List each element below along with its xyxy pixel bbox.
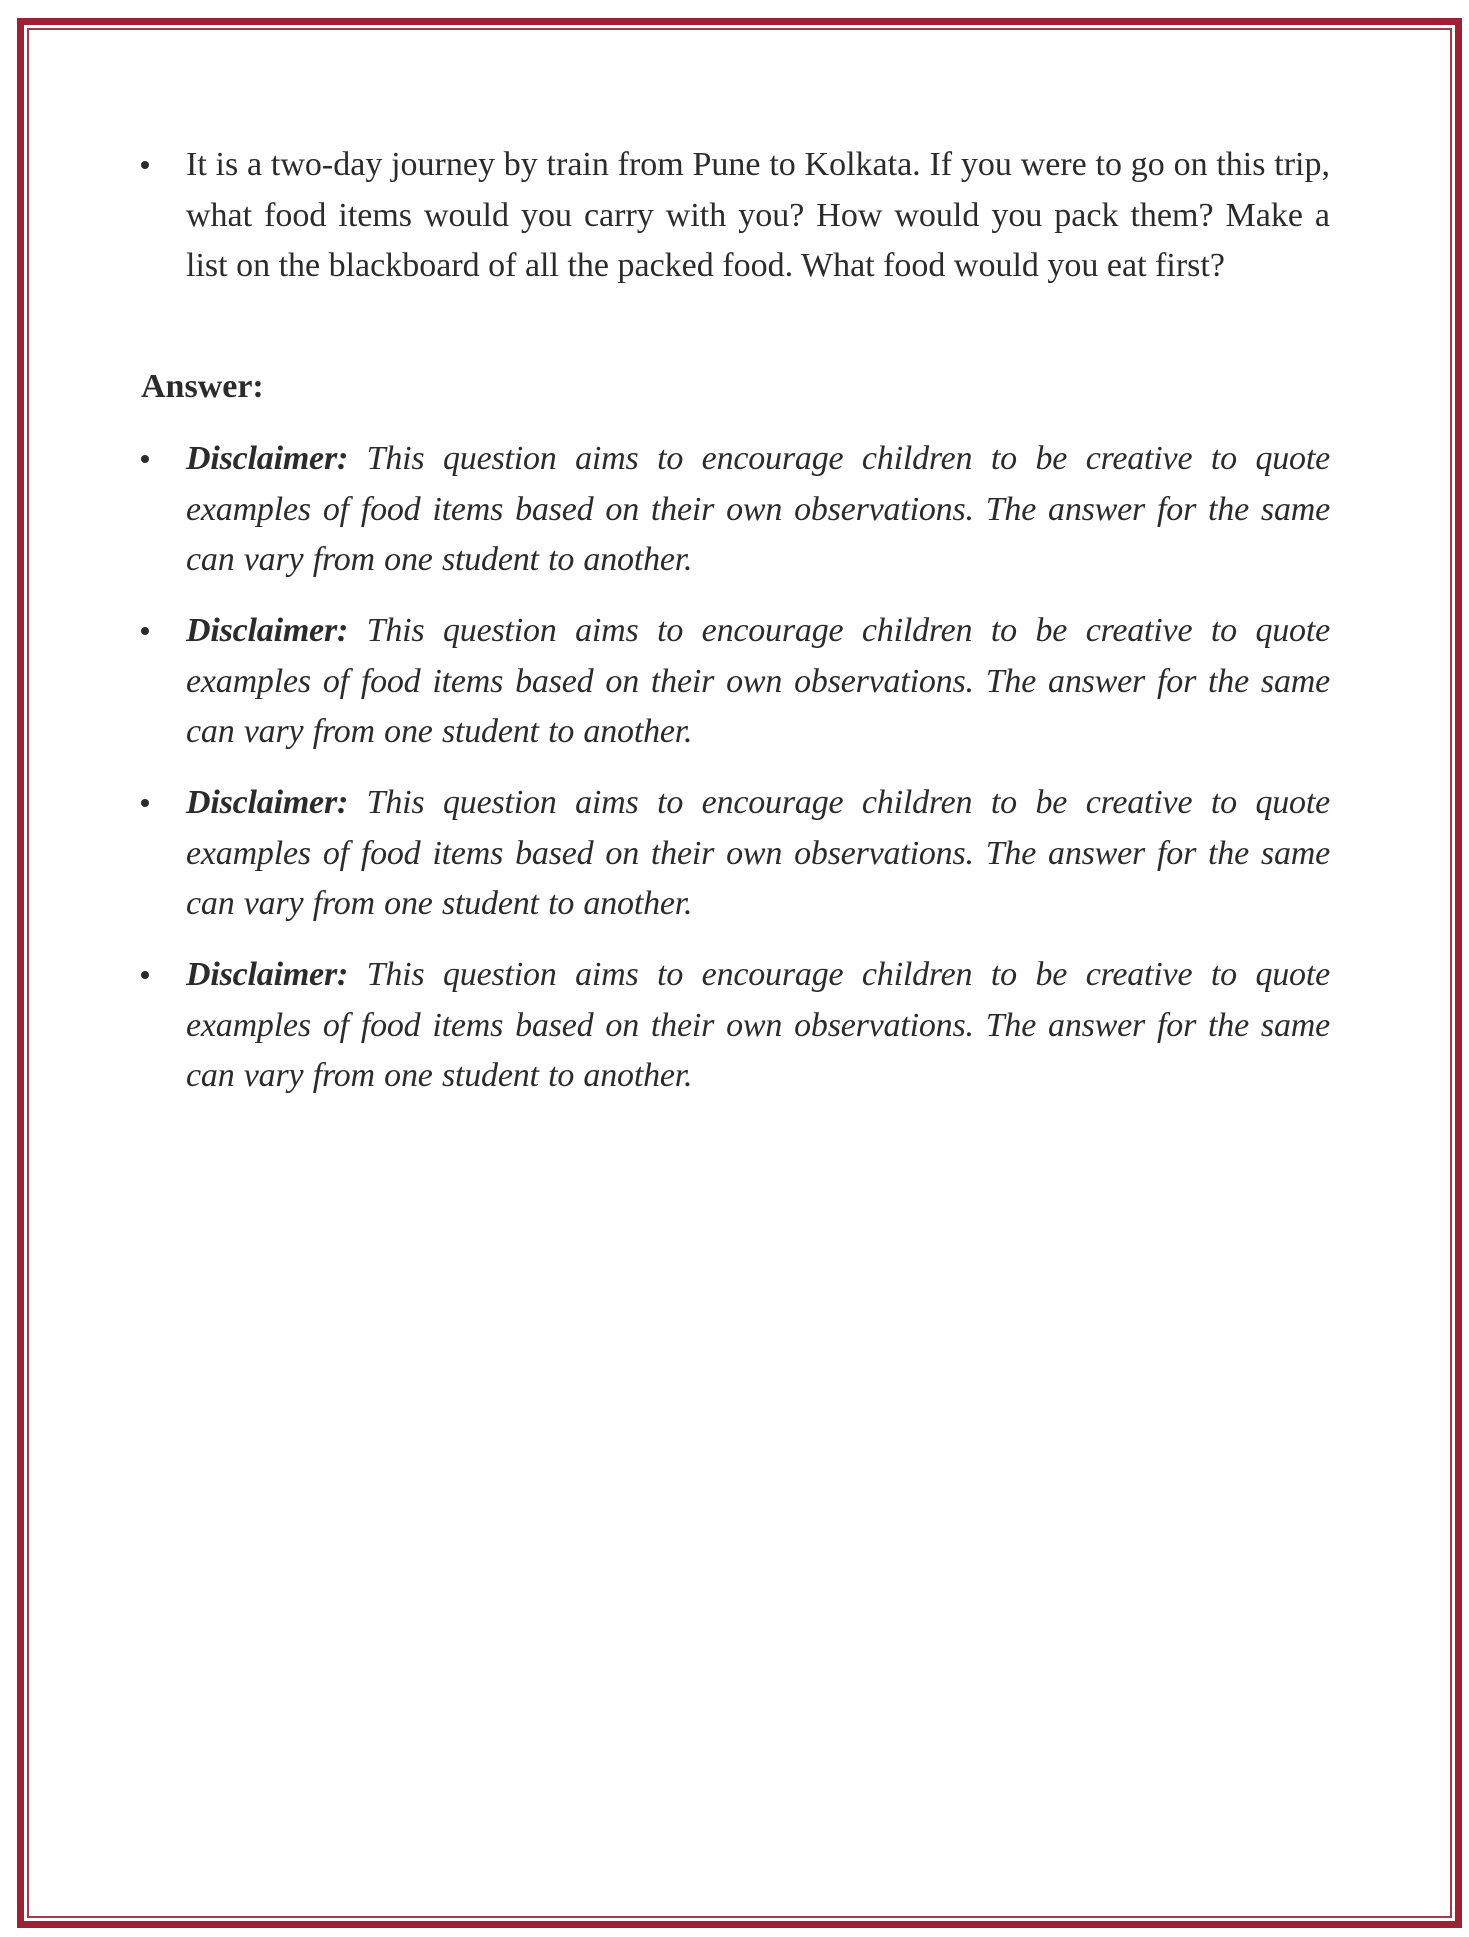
disclaimer-label: Disclaimer:: [186, 956, 349, 993]
disclaimer-label: Disclaimer:: [186, 612, 349, 649]
bullet-icon: [141, 971, 149, 979]
bullet-icon: [141, 161, 149, 169]
disclaimer-item: [186, 606, 1330, 758]
bullet-icon: [141, 455, 149, 463]
disclaimer-text: This question aims to encourage children to be creative to quote examples of food items based on their own observations. The answer for the same can vary from one student to another.: [186, 956, 1330, 1094]
disclaimer-label: Disclaimer:: [186, 440, 349, 477]
disclaimer-item: [186, 950, 1330, 1102]
bullet-icon: [141, 799, 149, 807]
disclaimer-text: This question aims to encourage children to be creative to quote examples of food items based on their own observations. The answer for the same can vary from one student to another.: [186, 440, 1330, 578]
question-text: It is a two-day journey by train from Pune to Kolkata. If you were to go on this trip, what food items would you carry with you? How would you pack them? Make a list on the blackboard of all the packed food. What food would you eat first?: [186, 146, 1330, 284]
disclaimer-item: [186, 778, 1330, 930]
bullet-icon: [141, 627, 149, 635]
answer-heading: Answer:: [141, 368, 264, 405]
disclaimer-label: Disclaimer:: [186, 784, 349, 821]
disclaimer-text: This question aims to encourage children to be creative to quote examples of food items based on their own observations. The answer for the same can vary from one student to another.: [186, 612, 1330, 750]
disclaimer-item: [186, 434, 1330, 586]
disclaimer-text: This question aims to encourage children to be creative to quote examples of food items based on their own observations. The answer for the same can vary from one student to another.: [186, 784, 1330, 922]
question-item: [186, 140, 1330, 292]
